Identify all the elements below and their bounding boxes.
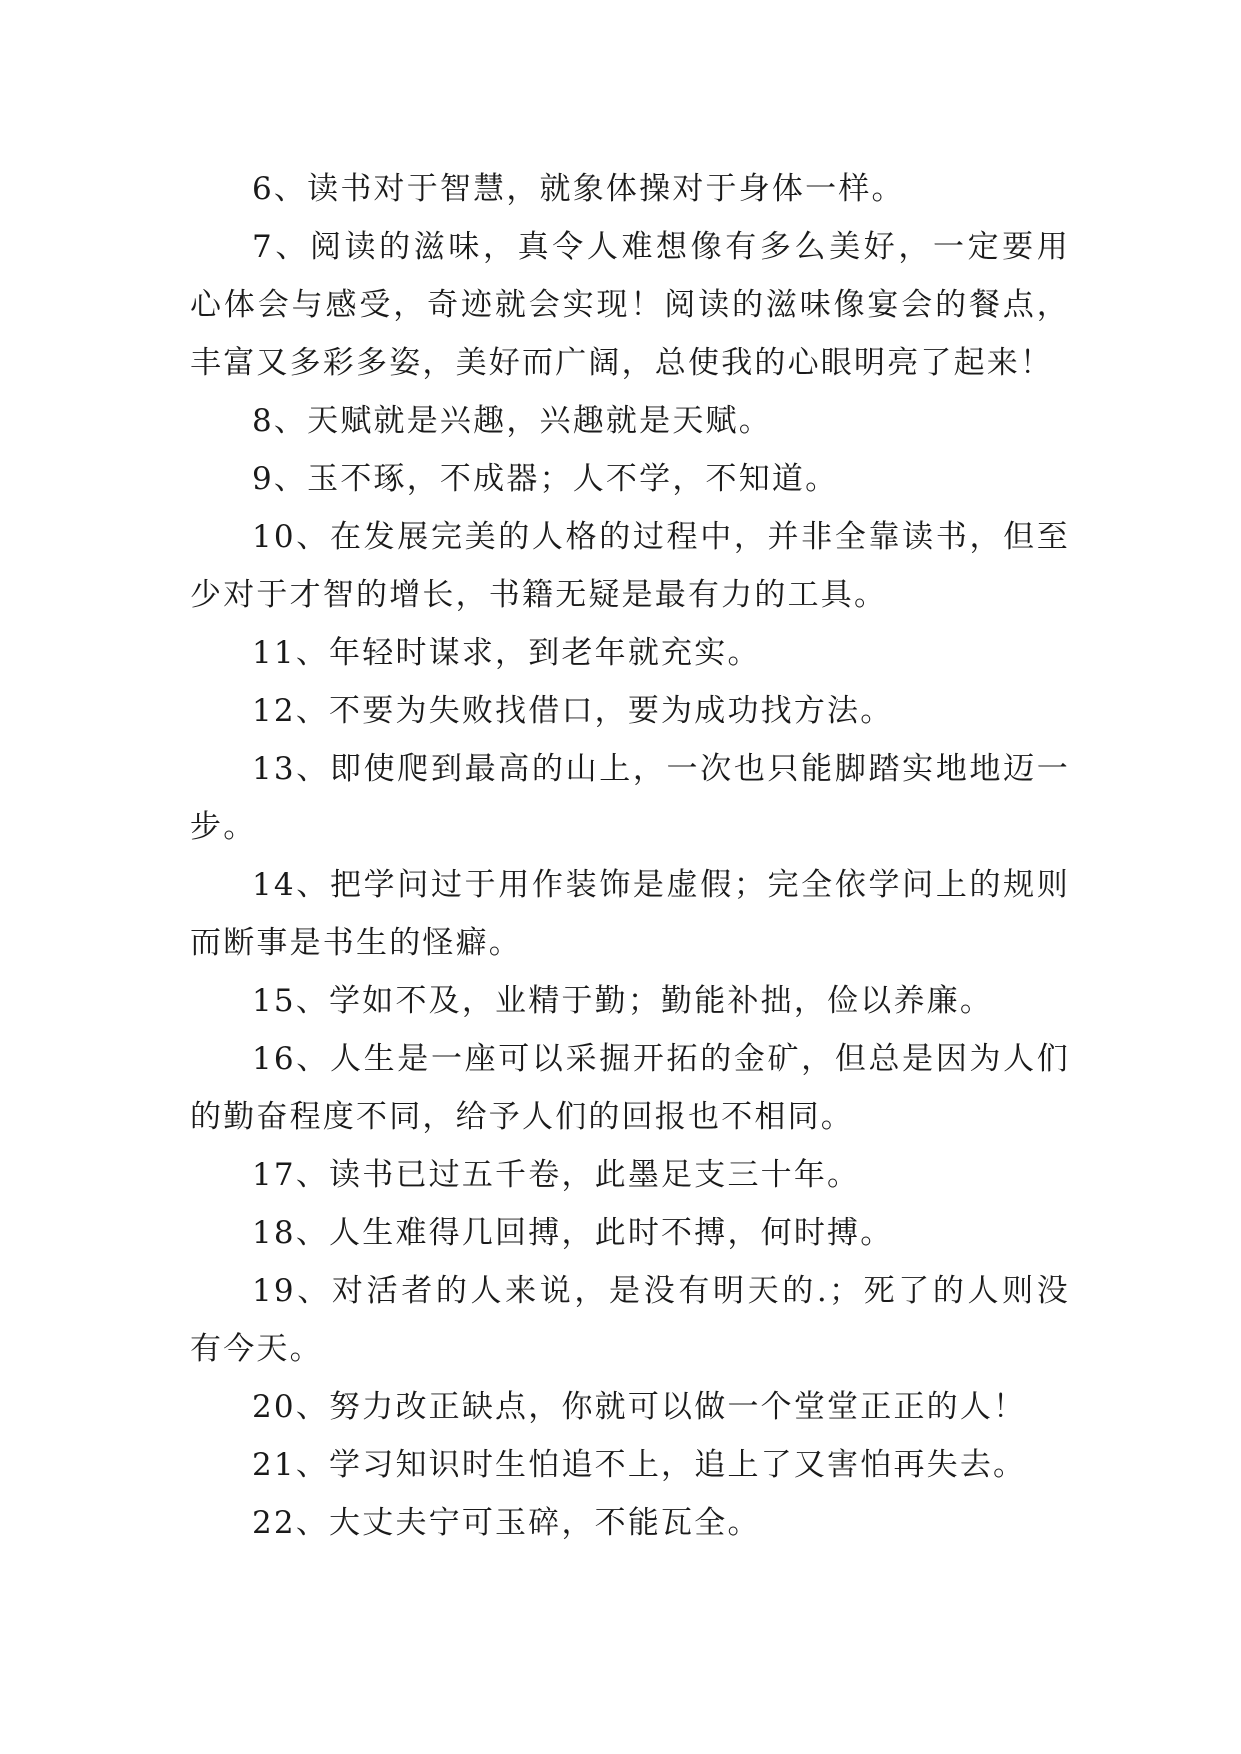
paragraph-12: 12、不要为失败找借口，要为成功找方法。 <box>252 693 894 729</box>
paragraph-18: 18、人生难得几回搏，此时不搏，何时搏。 <box>252 1215 894 1251</box>
paragraph-16: 16、人生是一座可以采掘开拓的金矿，但总是因为人们的勤奋程度不同，给予人们的回报也不相同。 <box>190 1041 1070 1135</box>
paragraph-8: 8、天赋就是兴趣，兴趣就是天赋。 <box>252 403 772 439</box>
paragraph-13: 13、即使爬到最高的山上，一次也只能脚踏实地地迈一步。 <box>190 751 1070 845</box>
paragraph-17: 17、读书已过五千卷，此墨足支三十年。 <box>252 1157 861 1193</box>
paragraph-14: 14、把学问过于用作装饰是虚假；完全依学问上的规则而断事是书生的怪癖。 <box>190 867 1070 961</box>
paragraph-6: 6、读书对于智慧，就象体操对于身体一样。 <box>252 171 905 207</box>
paragraph-20: 20、努力改正缺点，你就可以做一个堂堂正正的人！ <box>252 1389 1027 1425</box>
paragraph-21: 21、学习知识时生怕追不上，追上了又害怕再失去。 <box>252 1447 1027 1483</box>
paragraph-9: 9、玉不琢，不成器；人不学，不知道。 <box>252 461 839 497</box>
paragraph-10: 10、在发展完美的人格的过程中，并非全靠读书，但至少对于才智的增长，书籍无疑是最有力的工具。 <box>190 519 1070 613</box>
document-body <box>190 160 1070 1552</box>
paragraph-22: 22、大丈夫宁可玉碎，不能瓦全。 <box>252 1505 761 1541</box>
paragraph-7: 7、阅读的滋味，真令人难想像有多么美好，一定要用心体会与感受，奇迹就会实现！阅读的滋味像宴会的餐点，丰富又多彩多姿，美好而广阔，总使我的心眼明亮了起来！ <box>190 229 1070 381</box>
paragraph-15: 15、学如不及，业精于勤；勤能补拙，俭以养廉。 <box>252 983 994 1019</box>
paragraph-19: 19、对活者的人来说，是没有明天的.；死了的人则没有今天。 <box>190 1273 1070 1367</box>
paragraph-11: 11、年轻时谋求，到老年就充实。 <box>252 635 761 671</box>
